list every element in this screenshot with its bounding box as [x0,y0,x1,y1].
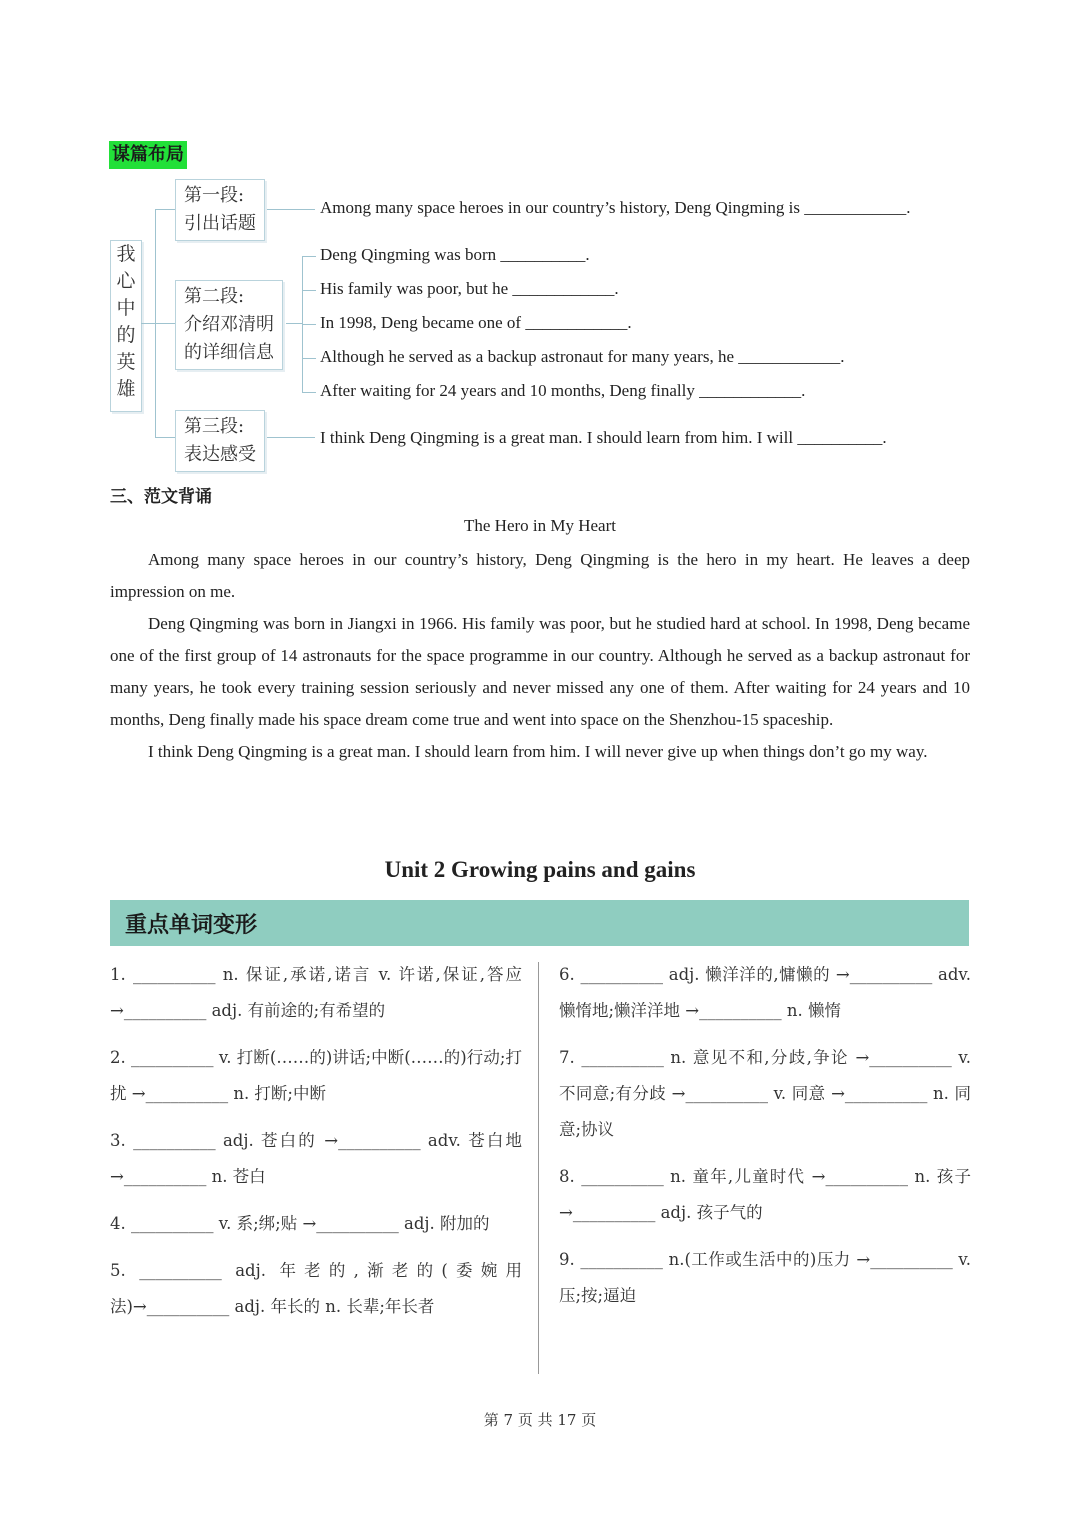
connector [302,324,316,325]
label-line: 介绍邓清明 [184,314,274,335]
word-item: 8. __________ n. 童年,儿童时代 →__________ n. 孩子 →__________ adj. 孩子气的 [559,1167,971,1222]
title-char: 我 [116,243,136,265]
connector [155,437,175,438]
connector [141,323,155,324]
paragraph-2-label [175,280,283,370]
word-item: 7. __________ n. 意见不和,分歧,争论 →__________ v. 不同意;有分歧 →__________ v. 同意 →__________ n. 同意;协议 [559,1048,971,1139]
outline-p2-line: After waiting for 24 years and 10 months, Deng finally ____________. [320,381,806,400]
title-char: 的 [116,324,136,346]
column-divider [538,962,539,1374]
outline-p1-line: Among many space heroes in our country’s history, Deng Qingming is ____________. [320,198,911,217]
label-line: 表达感受 [184,444,256,465]
label-line: 第三段: [184,416,245,437]
word-item: 5. __________ adj. 年老的,渐老的(委婉用法)→__________ adj. 年长的 n. 长辈;年长者 [110,1261,522,1316]
page-footer: 第 7 页 共 17 页 [483,1411,597,1429]
title-char: 英 [116,351,136,373]
connector [286,323,302,324]
word-item: 1. __________ n. 保证,承诺,诺言 v. 许诺,保证,答应 →__________ adj. 有前途的;有希望的 [110,965,522,1020]
title-char: 雄 [116,378,136,400]
label-line: 第二段: [184,286,245,307]
connector [155,323,175,324]
band-title: 重点单词变形 [125,913,258,938]
paragraph-3-label [175,410,265,472]
word-list-right [559,957,971,1314]
essay-body [110,544,970,768]
title-char: 心 [116,270,136,292]
word-item: 2. __________ v. 打断(……的)讲话;中断(……的)行动;打扰 →__________ n. 打断;中断 [110,1048,522,1103]
outline-p2-line: His family was poor, but he ____________. [320,279,619,298]
word-item: 4. __________ v. 系;绑;贴 →__________ adj. 附加的 [110,1214,490,1233]
title-char: 中 [116,297,136,319]
paragraph-1-label [175,179,265,241]
outline-p2-line: Although he served as a backup astronaut for many years, he ____________. [320,347,845,366]
connector [267,437,315,438]
outline-p2-line: Deng Qingming was born __________. [320,245,590,264]
word-item: 9. __________ n.(工作或生活中的)压力 →__________ v. 压;按;逼迫 [559,1250,971,1305]
essay-paragraph: I think Deng Qingming is a great man. I should learn from him. I will never give up when things don’t go my way. [148,742,928,761]
outline-title [110,240,142,412]
essay-paragraph: Deng Qingming was born in Jiangxi in 1966. His family was poor, but he studied hard at school. In 1998, Deng became one of the first group of 14 astronauts for the space programme in our country. Although he served as a backup astronaut for many years, he took every training session seriously and never missed any one of them. After waiting for 24 years and 10 months, Deng finally made his space dream come true and went into space on the Shenzhou-15 spaceship. [110,614,970,729]
outline-p2-line: In 1998, Deng became one of ____________. [320,313,632,332]
outline-tag: 谋篇布局 [109,141,187,169]
label-line: 的详细信息 [184,342,274,363]
section-band [110,900,969,946]
word-list-left [110,957,522,1325]
essay-title: The Hero in My Heart [463,516,616,535]
essay-paragraph: Among many space heroes in our country’s history, Deng Qingming is the hero in my heart. He leaves a deep impression on me. [110,550,970,601]
label-line: 引出话题 [184,213,256,234]
unit-title: Unit 2 Growing pains and gains [384,857,696,882]
word-item: 6. __________ adj. 懒洋洋的,慵懒的 →__________ adv. 懒惰地;懒洋洋地 →__________ n. 懒惰 [559,965,971,1020]
connector [267,209,315,210]
word-item: 3. __________ adj. 苍白的 →__________ adv. 苍白地 →__________ n. 苍白 [110,1131,522,1186]
outline-p3-line: I think Deng Qingming is a great man. I should learn from him. I will __________. [320,428,887,447]
connector [302,392,316,393]
connector [302,358,316,359]
section-heading: 三、范文背诵 [110,487,212,507]
label-line: 第一段: [184,185,245,206]
connector [302,256,316,257]
connector [302,290,316,291]
connector [155,209,175,210]
